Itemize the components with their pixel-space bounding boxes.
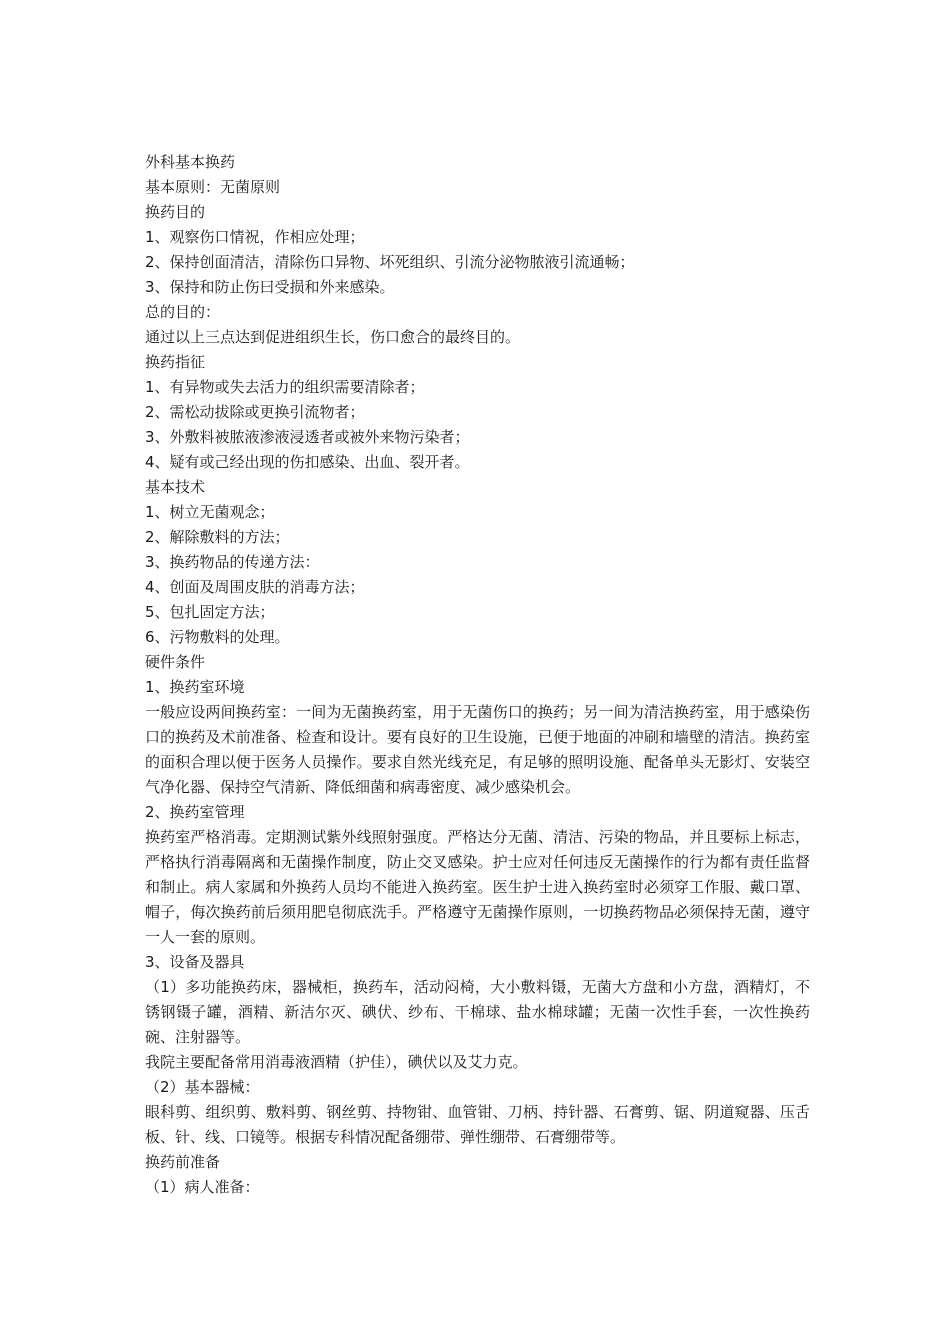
equipment-paragraph: （1）多功能换药床，器械柜，换药车，活动闷椅，大小敷料镊，无菌大方盘和小方盘，酒精灯，不锈钢镊子罐，酒精、新洁尔灭、碘伏、纱布、干棉球、盐水棉球罐；无菌一次性手套，一次性换药碗、注射器等。 (145, 978, 810, 1046)
purpose-heading: 换药目的 (145, 203, 206, 221)
list-item: 1、树立无菌观念； (145, 503, 275, 521)
instruments-paragraph: 眼科剪、组织剪、敷料剪、钢丝剪、持物钳、血管钳、刀柄、持针器、石膏剪、锯、阴道窥器、压舌板、针、线、口镜等。根据专科情况配备绷带、弹性绷带、石膏绷带等。 (145, 1103, 810, 1146)
list-item: 5、包扎固定方法； (145, 603, 275, 621)
indications-heading: 换药指征 (145, 353, 206, 371)
list-item: 2、保持创面清洁，清除伤口异物、坏死组织、引流分泌物脓液引流通畅； (145, 253, 635, 271)
list-item: 3、保持和防止伤曰受损和外来感染。 (145, 278, 395, 296)
overall-purpose-heading: 总的目的： (145, 303, 221, 321)
environment-heading: 1、换药室环境 (145, 678, 245, 696)
techniques-heading: 基本技术 (145, 478, 206, 496)
list-item: 4、疑有或己经出现的伤扣感染、出血、裂开者。 (145, 453, 470, 471)
principle-line: 基本原则：无菌原则 (145, 178, 281, 196)
hardware-heading: 硬件条件 (145, 653, 206, 671)
list-item: 2、需松动拔除或更换引流物者； (145, 403, 365, 421)
management-paragraph: 换药室严格消毒。定期测试紫外线照射强度。严格达分无菌、清洁、污染的物品，并且要标上标志，严格执行消毒隔离和无菌操作制度，防止交叉感染。护士应对任何违反无菌操作的行为都有责任监督和制止。病人家属和外换药人员均不能进入换药室。医生护士进入换药室时必须穿工作服、戴口罩、帽子，侮次换药前后须用肥皂彻底洗手。严格遵守无菌操作原则，一切换药物品必须保持无菌，遵守一人一套的原则。 (145, 828, 810, 946)
environment-paragraph: 一般应设两间换药室：一间为无菌换药室，用于无菌伤口的换药；另一间为清洁换药室，用于感染伤口的换药及术前准备、检查和设计。要有良好的卫生设施，已便于地面的冲刷和墙壁的清洁。换药室的面积合理以便于医务人员操作。要求自然光线充足，有足够的照明设施、配备单头无影灯、安装空气净化器、保持空气清新、降低细菌和病毒密度、减少感染机会。 (145, 703, 810, 796)
patient-preparation-heading: （1）病人准备： (145, 1178, 260, 1196)
list-item: 4、创面及周围皮肤的消毒方法； (145, 578, 365, 596)
list-item: 6、污物敷料的处理。 (145, 628, 290, 646)
disinfectant-line: 我院主要配备常用消毒液酒精（护佳），碘伏以及艾力克。 (145, 1053, 528, 1071)
list-item: 3、换药物品的传递方法： (145, 553, 320, 571)
list-item: 3、外敷料被脓液渗液浸透者或被外来物污染者； (145, 428, 470, 446)
list-item: 1、有异物或失去活力的组织需要清除者； (145, 378, 425, 396)
document-body (145, 150, 810, 1200)
equipment-heading: 3、设备及器具 (145, 953, 245, 971)
management-heading: 2、换药室管理 (145, 803, 245, 821)
list-item: 2、解除敷料的方法； (145, 528, 290, 546)
list-item: 1、观察伤口情祝，作相应处理； (145, 228, 365, 246)
overall-purpose-text: 通过以上三点达到促进组织生长，伤口愈合的最终目的。 (145, 328, 521, 346)
document-title: 外科基本换药 (145, 153, 236, 171)
preparation-heading: 换药前准备 (145, 1153, 221, 1171)
instruments-heading: （2）基本器械： (145, 1078, 260, 1096)
